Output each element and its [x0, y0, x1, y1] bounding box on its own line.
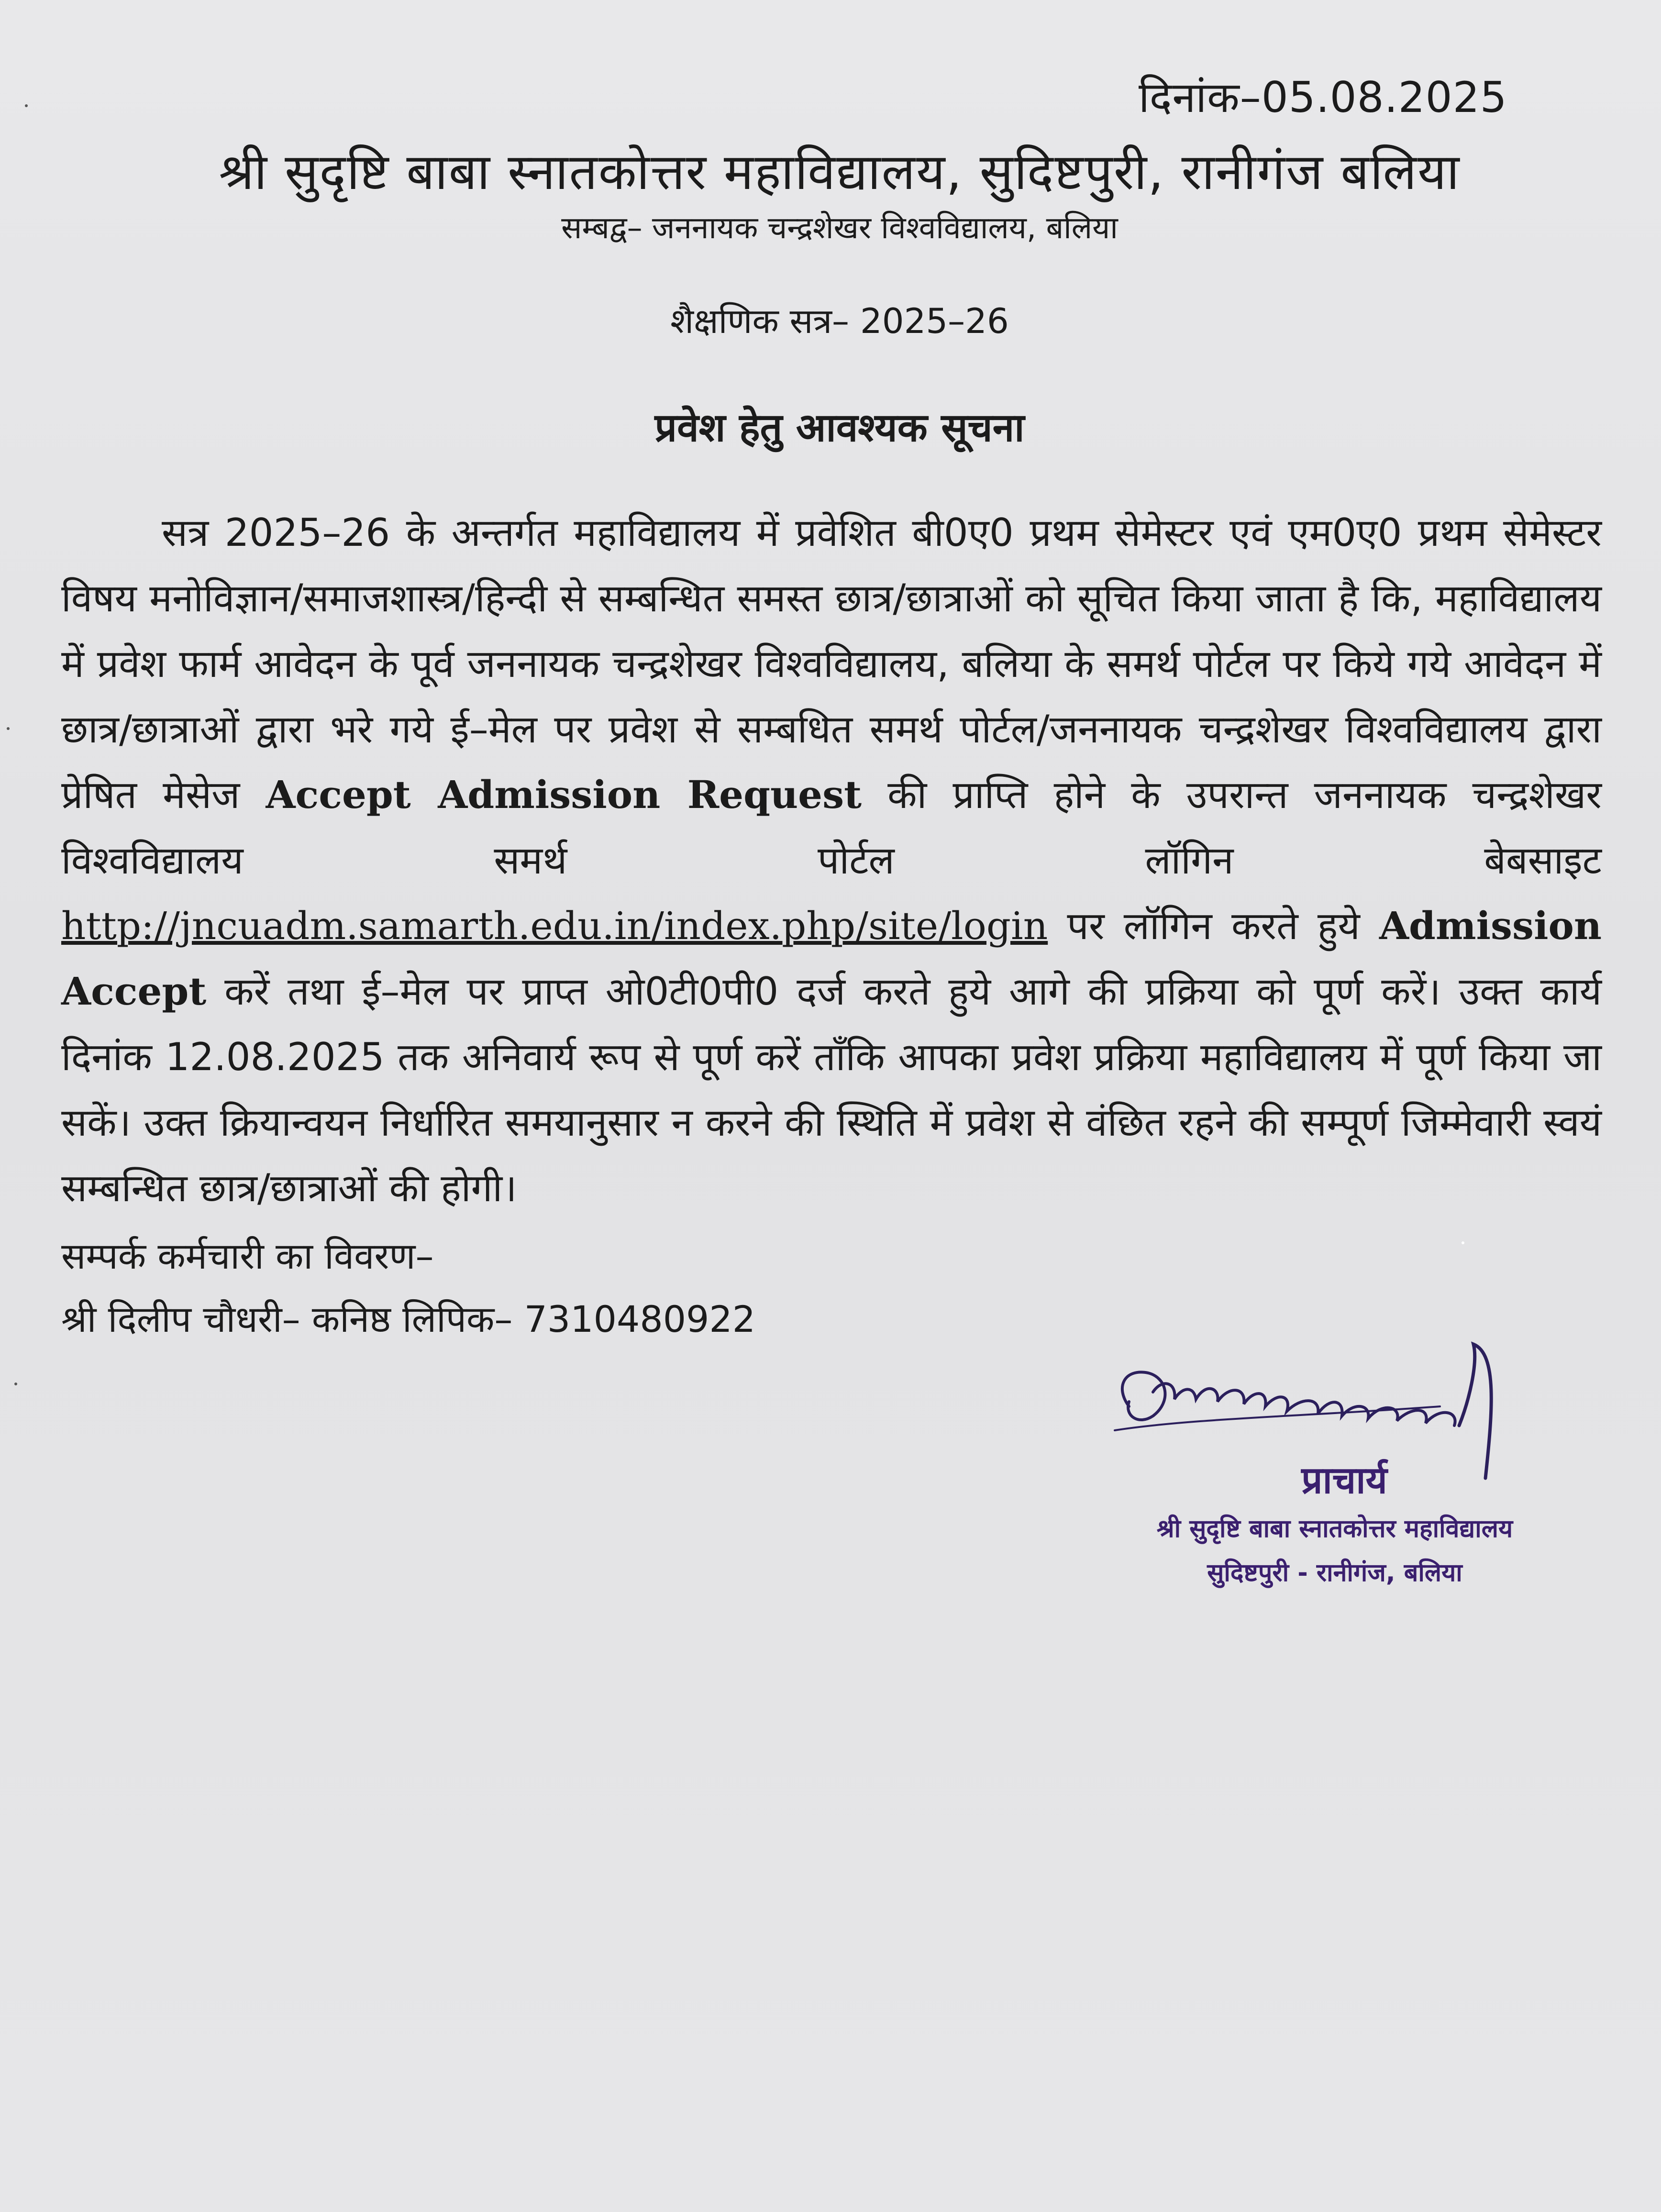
stamp-address: सुदिष्टपुरी - रानीगंज, बलिया [1207, 1559, 1462, 1587]
login-url-link[interactable]: http://jncuadm.samarth.edu.in/index.php/site/login [61, 904, 1048, 948]
body-text-part3: पर लॉगिन करते हुये [1067, 904, 1360, 948]
academic-session: शैक्षणिक सत्र– 2025–26 [670, 301, 1009, 341]
paper-speck [14, 1382, 17, 1385]
stamp-role: प्राचार्य [1301, 1459, 1387, 1502]
stamp-college-name: श्री सुदृष्टि बाबा स्नातकोत्तर महाविद्यालय [1156, 1515, 1513, 1543]
college-name: श्री सुदृष्टि बाबा स्नातकोत्तर महाविद्यालय, सुदिष्टपुरी, रानीगंज बलिया [219, 143, 1461, 201]
paper-speck [1462, 1241, 1464, 1244]
affiliation-line: सम्बद्व– जननायक चन्द्रशेखर विश्वविद्यालय, बलिया [561, 210, 1118, 246]
paper-speck [7, 727, 10, 730]
body-text-part4: करें तथा ई–मेल पर प्राप्त ओ0टी0पी0 दर्ज करते हुये आगे की प्रक्रिया को पूर्ण करें। उक्त कार्य दिनांक 12.08.2025 तक अनिवार्य रूप से पूर्ण करें ताँकि आपका प्रवेश प्रक्रिया महाविद्यालय में पूर्ण किया जा सकें। उक्त क्रियान्वयन निर्धारित समयानुसार न करने की स्थिति में प्रवेश से वंछित रहने की सम्पूर्ण जिम्मेवारी स्वयं सम्बन्धित छात्र/छात्राओं की होगी। [61, 969, 1602, 1210]
contact-label: सम्पर्क कर्मचारी का विवरण– [61, 1235, 434, 1277]
principal-stamp [1043, 1454, 1627, 1595]
signature-block [1043, 1335, 1627, 1603]
body-text-part1: सत्र 2025–26 के अन्तर्गत महाविद्यालय में प्रवेशित बी0ए0 प्रथम सेमेस्टर एवं एम0ए0 प्रथम सेमेस्टर विषय मनोविज्ञान/समाजशास्त्र/हिन्दी से सम्बन्धित समस्त छात्र/छात्राओं को सूचित किया जाता है कि, महाविद्यालय में प्रवेश फार्म आवेदन के पूर्व जननायक चन्द्रशेखर विश्वविद्यालय, बलिया के समर्थ पोर्टल पर किये गये आवेदन में छात्र/छात्राओं द्वारा भरे गये ई–मेल पर प्रवेश से सम्बधित समर्थ पोर्टल/जननायक चन्द्रशेखर विश्वविद्यालय द्वारा प्रेषित मेसेज [61, 510, 1602, 817]
contact-person: श्री दिलीप चौधरी– कनिष्ठ लिपिक– 7310480922 [61, 1298, 756, 1340]
notice-body [61, 500, 1602, 1221]
notice-date: दिनांक–05.08.2025 [1139, 73, 1507, 122]
paper-speck [25, 104, 28, 107]
accept-admission-request-text: Accept Admission Request [266, 772, 862, 817]
contact-details [61, 1225, 755, 1351]
body-text-part2: की प्राप्ति होने के उपरान्त जननायक चन्द्रशेखर विश्वविद्यालय समर्थ पोर्टल लॉगिन बेबसाइट [61, 773, 1602, 883]
admission-accept-text: Admission Accept [61, 903, 1602, 1014]
notice-heading: प्रवेश हेतु आवश्यक सूचना [654, 405, 1025, 451]
